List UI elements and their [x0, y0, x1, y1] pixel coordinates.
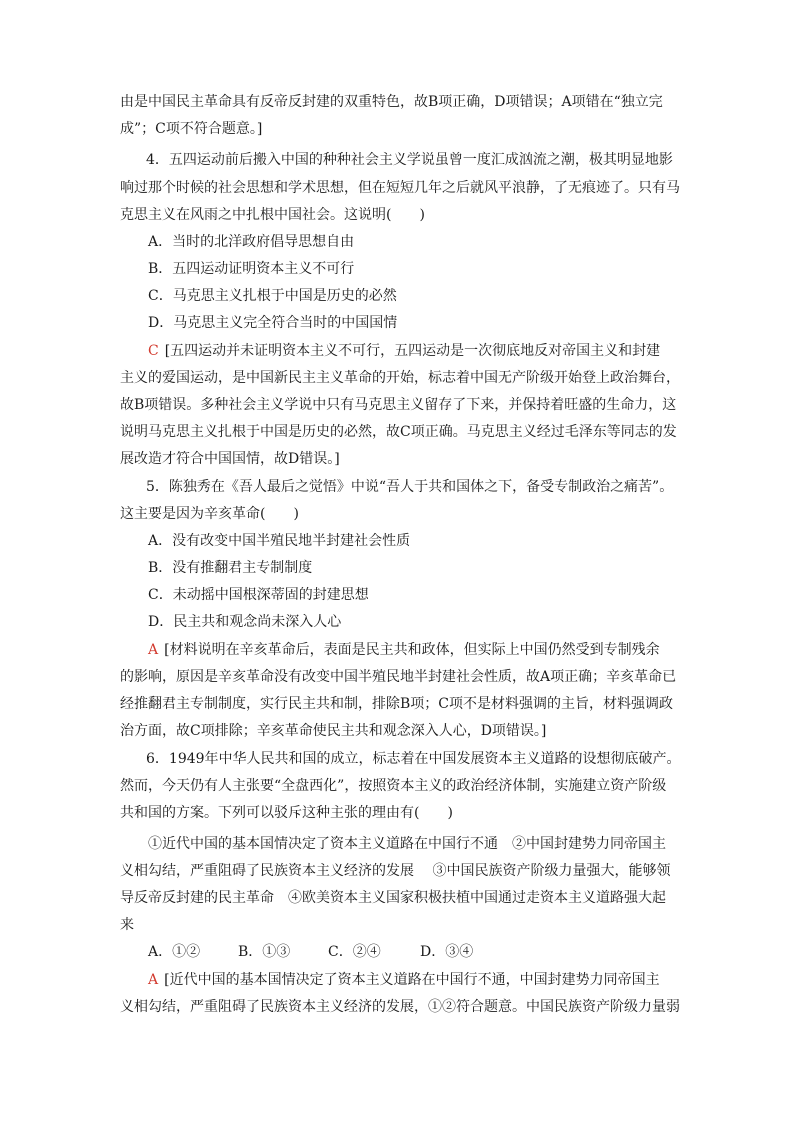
statement-line: 义相勾结，严重阻碍了民族资本主义经济的发展 ③中国民族资产阶级力量强大，能够领: [120, 863, 671, 879]
option-b: B．①③: [238, 944, 291, 960]
text-line: 成”；C项不符合题意。]: [120, 121, 263, 137]
option-a: A．没有改变中国半殖民地半封建社会性质: [148, 533, 411, 549]
text-line: 主义的爱国运动，是中国新民主主义革命的开始，标志着中国无产阶级开始登上政治舞台，: [120, 370, 680, 386]
text-line: 展改造才符合中国国情，故D错误。]: [120, 451, 340, 467]
answer-explanation: C [五四运动并未证明资本主义不可行，五四运动是一次彻底地反对帝国主义和封建: [148, 343, 661, 359]
option-c: C．②④: [328, 944, 381, 960]
answer-explanation: A [材料说明在辛亥革命后，表面是民主共和政体，但实际上中国仍然受到专制残余: [148, 642, 660, 658]
question-5-stem: 5．陈独秀在《吾人最后之觉悟》中说“吾人于共和国体之下，备受专制政治之痛苦”。: [146, 479, 674, 495]
text-line: 治方面，故C项排除；辛亥革命使民主共和观念深入人心，D项错误。]: [120, 723, 547, 739]
option-a: A．①②: [148, 944, 201, 960]
option-b: B．五四运动证明资本主义不可行: [148, 261, 355, 277]
answer-letter: A: [148, 642, 159, 658]
option-d: D．③④: [420, 944, 474, 960]
option-b: B．没有推翻君主专制制度: [148, 560, 313, 576]
option-d: D．民主共和观念尚未深入人心: [148, 614, 342, 630]
question-4-stem: 4．五四运动前后搬入中国的种种社会主义学说虽曾一度汇成汹流之潮，极其明显地影: [146, 152, 673, 168]
answer-explanation: A [近代中国的基本国情决定了资本主义道路在中国行不通，中国封建势力同帝国主: [148, 972, 660, 988]
text-line: 然而，今天仍有人主张要“全盘西化”，按照资本主义的政治经济体制，实施建立资产阶级: [120, 778, 667, 794]
text-line: 故B项错误。多种社会主义学说中只有马克思主义留存了下来，并保持着旺盛的生命力，这: [120, 397, 677, 413]
statement-line: ①近代中国的基本国情决定了资本主义道路在中国行不通 ②中国封建势力同帝国主: [148, 836, 666, 852]
text-line: 义相勾结，严重阻碍了民族资本主义经济的发展，①②符合题意。中国民族资产阶级力量弱: [120, 999, 680, 1015]
option-c: C．未动摇中国根深蒂固的封建思想: [148, 587, 369, 603]
answer-letter: C: [148, 343, 159, 359]
option-a: A．当时的北洋政府倡导思想自由: [148, 234, 355, 250]
statement-line: 导反帝反封建的民主革命 ④欧美资本主义国家积极扶植中国通过走资本主义道路强大起: [120, 890, 666, 906]
answer-letter: A: [148, 972, 159, 988]
options-row: [148, 942, 708, 962]
text-line: 响过那个时候的社会思想和学术思想，但在短短几年之后就风平浪静，了无痕迹了。只有马: [120, 180, 680, 196]
option-c: C．马克思主义扎根于中国是历史的必然: [148, 288, 397, 304]
text-line: 的影响，原因是辛亥革命没有改变中国半殖民地半封建社会性质，故A项正确；辛亥革命已: [120, 669, 677, 685]
option-d: D．马克思主义完全符合当时的中国国情: [148, 315, 398, 331]
text-line: 经推翻君主专制制度，实行民主共和制，排除B项；C项不是材料强调的主旨，材料强调政: [120, 696, 673, 712]
statement-line: 来: [120, 917, 134, 933]
text-line: 共和国的方案。下列可以驳斥这种主张的理由有( ): [120, 805, 453, 821]
text-line: 这主要是因为辛亥革命( ): [120, 506, 299, 522]
text-line: 说明马克思主义扎根于中国是历史的必然，故C项正确。马克思主义经过毛泽东等同志的发: [120, 424, 677, 440]
question-6-stem: 6．1949年中华人民共和国的成立，标志着在中国发展资本主义道路的设想彻底破产。: [146, 751, 681, 767]
text-line: 克思主义在风雨之中扎根中国社会。这说明( ): [120, 207, 425, 223]
text-line: 由是中国民主革命具有反帝反封建的双重特色，故B项正确，D项错误；A项错在“独立完: [120, 94, 663, 110]
